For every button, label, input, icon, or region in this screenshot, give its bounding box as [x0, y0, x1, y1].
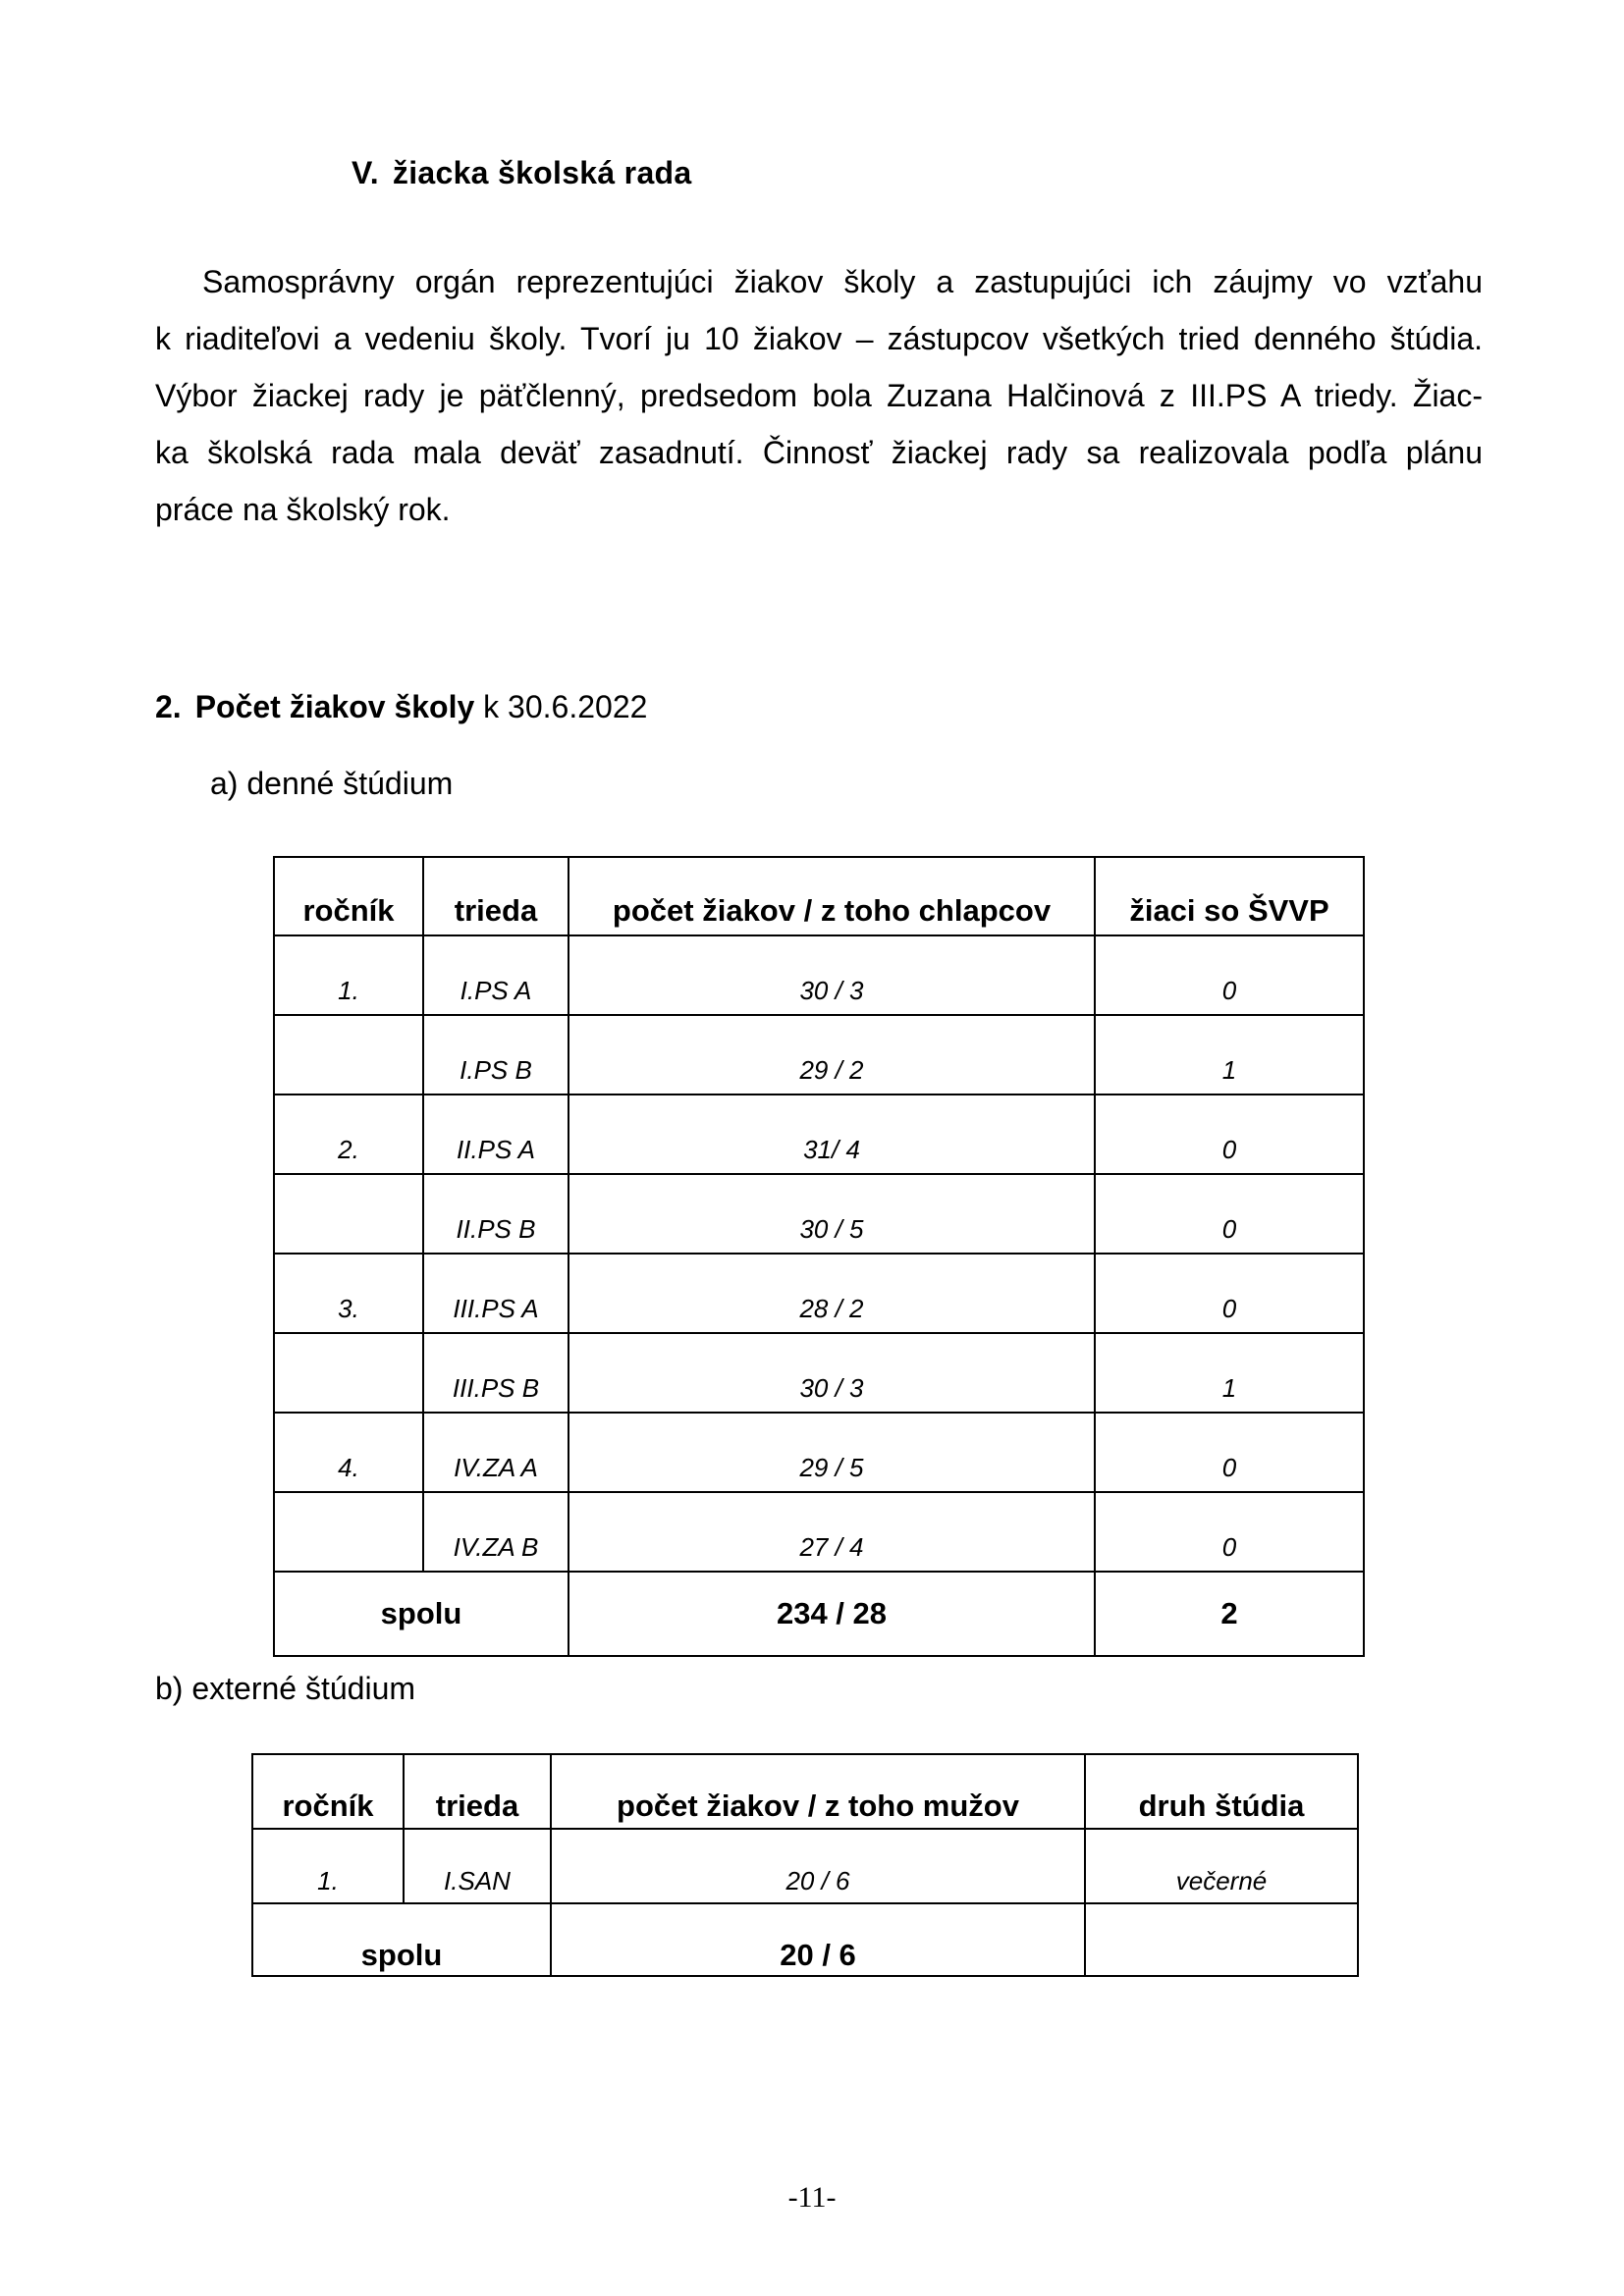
table-cell: 0	[1095, 1174, 1364, 1254]
paragraph-line: k riaditeľovi a vedeniu školy. Tvorí ju 10 žiakov – zástupcov všetkých tried denného štúdia.	[155, 321, 1483, 356]
table-cell: 0	[1095, 1492, 1364, 1572]
table-cell: III.PS A	[423, 1254, 568, 1333]
header-cell: druh štúdia	[1085, 1754, 1358, 1829]
table-row	[274, 1333, 1364, 1413]
total-label: spolu	[252, 1903, 551, 1976]
table-row	[274, 1254, 1364, 1333]
table-row	[274, 1095, 1364, 1174]
table-cell: I.PS A	[423, 935, 568, 1015]
table-row	[274, 1413, 1364, 1492]
paragraph-line: práce na školský rok.	[155, 492, 451, 527]
daily-study-table	[273, 856, 1365, 1657]
total-svvp: 2	[1095, 1572, 1364, 1656]
paragraph-line: Samosprávny orgán reprezentujúci žiakov školy a zastupujúci ich záujmy vo vzťahu	[202, 264, 1483, 299]
total-students: 234 / 28	[568, 1572, 1095, 1656]
table-cell	[274, 1174, 423, 1254]
section-number: V.	[352, 155, 379, 190]
table-cell: IV.ZA A	[423, 1413, 568, 1492]
table-cell: 30 / 3	[568, 935, 1095, 1015]
table-cell: 1.	[274, 935, 423, 1015]
table-cell: 20 / 6	[551, 1829, 1085, 1903]
paragraph-line: ka školská rada mala deväť zasadnutí. Činnosť žiackej rady sa realizovala podľa plánu	[155, 435, 1483, 470]
external-study-label: b) externé štúdium	[155, 1671, 416, 1706]
table-cell: IV.ZA B	[423, 1492, 568, 1572]
table-cell: II.PS A	[423, 1095, 568, 1174]
header-cell: počet žiakov / z toho mužov	[551, 1754, 1085, 1829]
body-paragraph	[155, 253, 1483, 538]
table-cell: 29 / 2	[568, 1015, 1095, 1095]
table-row	[274, 1174, 1364, 1254]
table-cell: 0	[1095, 1254, 1364, 1333]
page-number: -11-	[787, 2181, 837, 2214]
table-cell: 0	[1095, 935, 1364, 1015]
heading-number: 2.	[155, 689, 182, 724]
table-row	[274, 1492, 1364, 1572]
header-cell: počet žiakov / z toho chlapcov	[568, 857, 1095, 935]
table-cell: 27 / 4	[568, 1492, 1095, 1572]
heading-date-text: k 30.6.2022	[474, 689, 648, 724]
total-students: 20 / 6	[551, 1903, 1085, 1976]
table-cell: 0	[1095, 1413, 1364, 1492]
paragraph-line: Výbor žiackej rady je päťčlenný, predsedom bola Zuzana Halčinová z III.PS A triedy. Žiac-	[155, 378, 1483, 413]
external-study-table	[251, 1753, 1359, 1977]
table-cell: I.SAN	[404, 1829, 551, 1903]
table-cell: I.PS B	[423, 1015, 568, 1095]
table-cell: 28 / 2	[568, 1254, 1095, 1333]
table-cell: II.PS B	[423, 1174, 568, 1254]
table-cell	[274, 1015, 423, 1095]
student-count-heading	[155, 689, 647, 725]
table-total-row	[252, 1903, 1358, 1976]
table-cell: 4.	[274, 1413, 423, 1492]
table-row	[252, 1829, 1358, 1903]
total-type	[1085, 1903, 1358, 1976]
table-cell	[274, 1492, 423, 1572]
total-label: spolu	[274, 1572, 568, 1656]
table-cell: večerné	[1085, 1829, 1358, 1903]
table-header-row	[252, 1754, 1358, 1829]
table-header-row	[274, 857, 1364, 935]
header-cell: trieda	[423, 857, 568, 935]
table-cell: 3.	[274, 1254, 423, 1333]
table-cell: 2.	[274, 1095, 423, 1174]
table-total-row	[274, 1572, 1364, 1656]
daily-study-label: a) denné štúdium	[210, 766, 454, 801]
table-cell: 29 / 5	[568, 1413, 1095, 1492]
table-cell: 30 / 3	[568, 1333, 1095, 1413]
header-cell: žiaci so ŠVVP	[1095, 857, 1364, 935]
table-row	[274, 935, 1364, 1015]
heading-bold-text: Počet žiakov školy	[194, 689, 475, 724]
table-cell: 1	[1095, 1015, 1364, 1095]
table-cell: 30 / 5	[568, 1174, 1095, 1254]
header-cell: ročník	[252, 1754, 404, 1829]
table-cell: 31/ 4	[568, 1095, 1095, 1174]
section-heading	[352, 155, 691, 191]
table-cell: 1	[1095, 1333, 1364, 1413]
table-cell: III.PS B	[423, 1333, 568, 1413]
header-cell: trieda	[404, 1754, 551, 1829]
table-cell: 0	[1095, 1095, 1364, 1174]
header-cell: ročník	[274, 857, 423, 935]
table-cell	[274, 1333, 423, 1413]
table-cell: 1.	[252, 1829, 404, 1903]
table-row	[274, 1015, 1364, 1095]
section-title: žiacka školská rada	[392, 155, 692, 190]
